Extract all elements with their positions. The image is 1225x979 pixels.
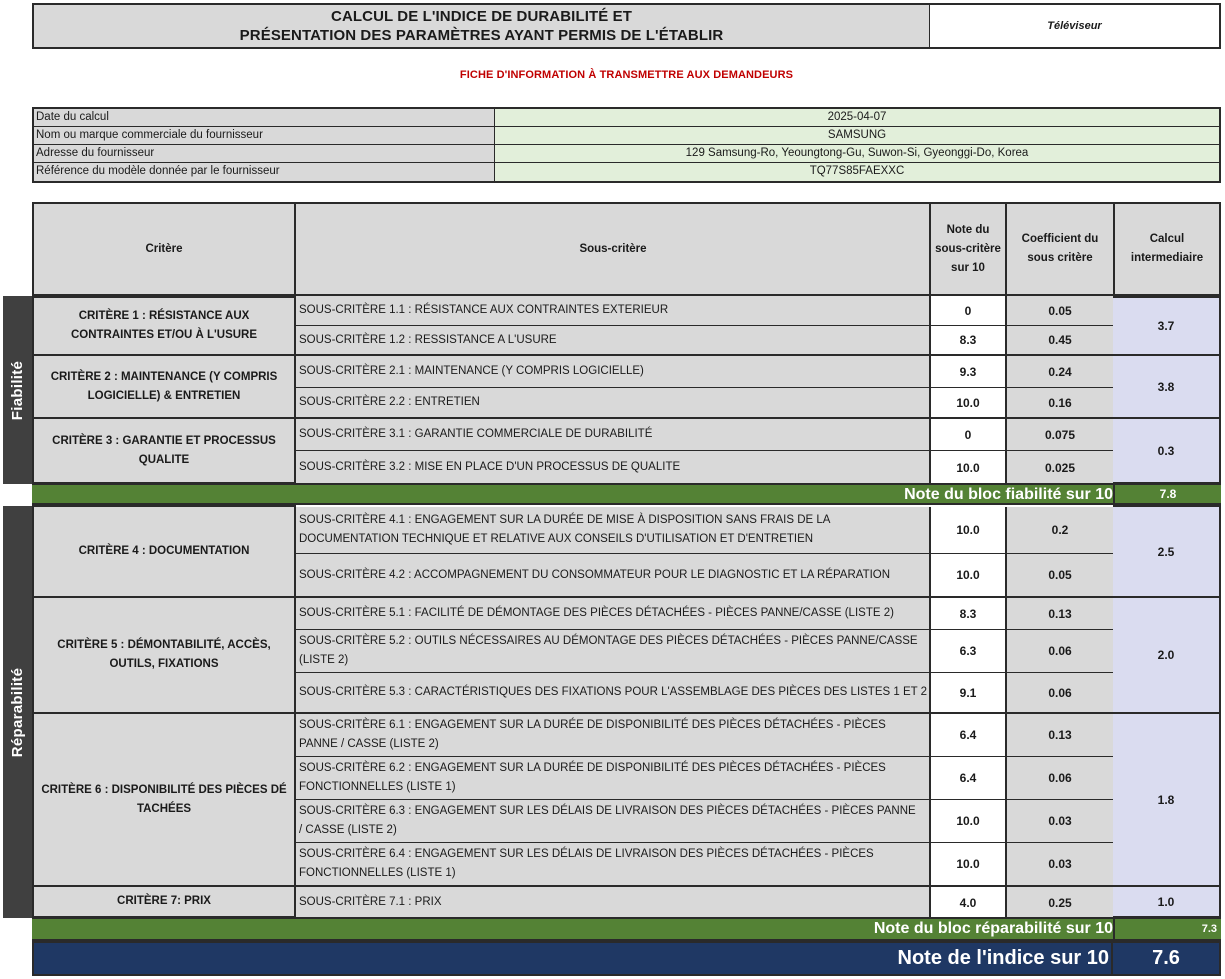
document-header — [32, 3, 1221, 49]
subcriterion-label: SOUS-CRITÈRE 6.4 : ENGAGEMENT SUR LES DÉLAIS DE LIVRAISON DES PIÈCES DÉTACHÉES - PIÈCES — [299, 848, 874, 860]
info-label: Date du calcul — [34, 109, 495, 126]
criterion-label: QUALITE — [138, 453, 190, 466]
note-5-2: 6.3 — [929, 630, 1007, 673]
subcriterion-label: / CASSE (LISTE 2) — [299, 824, 397, 836]
note-5-3: 9.1 — [929, 673, 1007, 714]
column-header-label: Note du — [946, 223, 990, 236]
coef-1-1: 0.05 — [1007, 296, 1115, 326]
criterion-label: CRITÈRE 6 : DISPONIBILITÉ DES PIÈCES DÉ — [41, 783, 287, 796]
info-value: SAMSUNG — [495, 127, 1219, 144]
subcriterion-2-2 — [296, 388, 931, 419]
note-4-2: 10.0 — [929, 554, 1007, 598]
column-header-note — [929, 202, 1007, 296]
info-label: Nom ou marque commerciale du fournisseur — [34, 127, 495, 144]
subcriterion-6-3 — [296, 800, 931, 843]
subcriterion-label: SOUS-CRITÈRE 6.2 : ENGAGEMENT SUR LA DURÉE DE DISPONIBILITÉ DES PIÈCES DÉTACHÉES - PIÈCES — [299, 762, 886, 774]
subcriterion-label: SOUS-CRITÈRE 3.2 : MISE EN PLACE D'UN PROCESSUS DE QUALITE — [299, 461, 681, 473]
subcriterion-5-3 — [296, 673, 931, 714]
calc-2: 3.8 — [1113, 354, 1221, 419]
info-value: 2025-04-07 — [495, 109, 1219, 126]
side-label-text: Réparabilité — [9, 667, 26, 757]
coef-5-2: 0.06 — [1007, 630, 1115, 673]
column-header-label: Coefficient du — [1021, 233, 1099, 245]
calc-1: 3.7 — [1113, 296, 1221, 356]
subcriterion-label: DOCUMENTATION TECHNIQUE ET RELATIVE AUX CONSEILS D'UTILISATION ET D'ENTRETIEN — [299, 533, 814, 545]
side-label-text: Fiabilité — [9, 360, 26, 420]
coef-1-2: 0.45 — [1007, 326, 1115, 356]
column-header-sous-critere — [294, 202, 932, 296]
subcriterion-6-1 — [296, 714, 931, 757]
subcriterion-1-2 — [296, 326, 931, 356]
note-3-2: 10.0 — [929, 451, 1007, 484]
block-reparabilite-row — [32, 917, 1221, 941]
subcriterion-label: SOUS-CRITÈRE 7.1 : PRIX — [299, 896, 442, 908]
criterion-label: CRITÈRE 1 : RÉSISTANCE AUX — [78, 310, 250, 322]
column-header-label: sur 10 — [951, 261, 985, 274]
subcriterion-6-2 — [296, 757, 931, 800]
subcriterion-4-2 — [296, 554, 931, 598]
subcriterion-1-1 — [296, 296, 931, 326]
calc-5: 2.0 — [1113, 596, 1221, 714]
note-6-1: 6.4 — [929, 714, 1007, 757]
coef-4-1: 0.2 — [1007, 507, 1115, 554]
info-value: 129 Samsung-Ro, Yeoungtong-Gu, Suwon-Si, Gyeonggi-Do, Korea — [495, 145, 1219, 162]
product-type: Téléviseur — [930, 5, 1219, 47]
info-label: Référence du modèle donnée par le fournisseur — [34, 163, 495, 181]
subtitle: FICHE D'INFORMATION À TRANSMETTRE AUX DEMANDEURS — [459, 69, 794, 81]
calc-7: 1.0 — [1113, 885, 1221, 918]
note-6-4: 10.0 — [929, 843, 1007, 887]
column-header-label: Sous-critère — [579, 242, 647, 255]
note-6-3: 10.0 — [929, 800, 1007, 843]
side-label-reparabilite — [3, 506, 32, 918]
block-fiabilite-value: 7.8 — [1113, 485, 1221, 503]
info-row-model — [34, 163, 1219, 181]
coef-5-1: 0.13 — [1007, 598, 1115, 630]
side-label-fiabilite — [3, 296, 32, 484]
info-row-date — [34, 109, 1219, 127]
note-2-1: 9.3 — [929, 356, 1007, 388]
subcriterion-label: SOUS-CRITÈRE 2.2 : ENTRETIEN — [299, 396, 480, 408]
block-reparabilite-label: Note du bloc réparabilité sur 10 — [873, 920, 1113, 937]
calc-6: 1.8 — [1113, 712, 1221, 887]
info-value: TQ77S85FAEXXC — [495, 163, 1219, 181]
subcriterion-label: SOUS-CRITÈRE 1.2 : RESSISTANCE A L'USURE — [299, 333, 557, 346]
subcriterion-label: SOUS-CRITÈRE 5.2 : OUTILS NÉCESSAIRES AU DÉMONTAGE DES PIÈCES DÉTACHÉES - PIÈCES PANNE/CASSE — [299, 635, 918, 647]
criterion-2 — [32, 354, 296, 419]
coef-4-2: 0.05 — [1007, 554, 1115, 598]
final-index-label: Note de l'indice sur 10 — [897, 947, 1109, 969]
criterion-6 — [32, 712, 296, 887]
subcriterion-label: SOUS-CRITÈRE 4.1 : ENGAGEMENT SUR LA DURÉE DE MISE À DISPOSITION SANS FRAIS DE LA — [299, 514, 831, 526]
subcriterion-label: SOUS-CRITÈRE 1.1 : RÉSISTANCE AUX CONTRAINTES EXTERIEUR — [299, 304, 669, 316]
column-header-label: Critère — [145, 242, 183, 255]
subcriterion-label: SOUS-CRITÈRE 2.1 : MAINTENANCE (Y COMPRIS LOGICIELLE) — [299, 365, 644, 377]
info-row-brand — [34, 127, 1219, 145]
column-header-critere — [32, 202, 296, 296]
coef-2-1: 0.24 — [1007, 356, 1115, 388]
note-2-2: 10.0 — [929, 388, 1007, 419]
subcriterion-5-2 — [296, 630, 931, 673]
criterion-4 — [32, 505, 296, 598]
column-header-label: sous-critère — [935, 242, 1001, 255]
block-reparabilite-value: 7.3 — [1113, 919, 1221, 939]
info-table — [32, 107, 1221, 183]
subcriterion-3-1 — [296, 419, 931, 451]
criterion-label: CRITÈRE 5 : DÉMONTABILITÉ, ACCÈS, — [57, 639, 271, 651]
criterion-1 — [32, 296, 296, 356]
column-header-label: sous critère — [1027, 252, 1093, 264]
note-6-2: 6.4 — [929, 757, 1007, 800]
subcriterion-4-1 — [296, 507, 931, 554]
criterion-label: LOGICIELLE) & ENTRETIEN — [87, 389, 241, 402]
subcriterion-label: SOUS-CRITÈRE 4.2 : ACCOMPAGNEMENT DU CONSOMMATEUR POUR LE DIAGNOSTIC ET LA RÉPARATION — [299, 568, 891, 581]
subcriterion-2-1 — [296, 356, 931, 388]
final-index-row — [32, 941, 1221, 976]
coef-5-3: 0.06 — [1007, 673, 1115, 714]
subcriterion-6-4 — [296, 843, 931, 887]
column-header-label: Calcul — [1149, 233, 1185, 245]
coef-3-1: 0.075 — [1007, 419, 1115, 451]
coef-7-1: 0.25 — [1007, 887, 1115, 918]
column-header-coefficient — [1005, 202, 1115, 296]
criterion-label: TACHÉES — [136, 802, 192, 815]
note-5-1: 8.3 — [929, 598, 1007, 630]
criterion-7 — [32, 885, 296, 918]
title-line-1: CALCUL DE L'INDICE DE DURABILITÉ ET — [331, 8, 632, 25]
criterion-label: CRITÈRE 7: PRIX — [117, 895, 211, 907]
block-fiabilite-label: Note du bloc fiabilité sur 10 — [904, 486, 1113, 503]
note-1-1: 0 — [929, 296, 1007, 326]
subcriterion-label: SOUS-CRITÈRE 3.1 : GARANTIE COMMERCIALE DE DURABILITÉ — [299, 428, 653, 440]
info-label: Adresse du fournisseur — [34, 145, 495, 162]
subcriterion-3-2 — [296, 451, 931, 484]
info-row-address — [34, 145, 1219, 163]
subcriterion-label: SOUS-CRITÈRE 6.1 : ENGAGEMENT SUR LA DURÉE DE DISPONIBILITÉ DES PIÈCES DÉTACHÉES - PIÈCES — [299, 719, 886, 731]
criterion-label: CRITÈRE 2 : MAINTENANCE (Y COMPRIS — [50, 370, 278, 383]
column-header-label: intermediaire — [1130, 252, 1204, 264]
subcriterion-label: SOUS-CRITÈRE 5.1 : FACILITÉ DE DÉMONTAGE DES PIÈCES DÉTACHÉES - PIÈCES PANNE/CASSE (LISTE 2) — [299, 607, 894, 619]
criterion-label: CRITÈRE 4 : DOCUMENTATION — [78, 545, 250, 557]
coef-6-1: 0.13 — [1007, 714, 1115, 757]
criterion-label: CONTRAINTES ET/OU À L'USURE — [70, 329, 258, 341]
calc-4: 2.5 — [1113, 505, 1221, 598]
coef-3-2: 0.025 — [1007, 451, 1115, 484]
subcriterion-label: FONCTIONNELLES (LISTE 1) — [299, 781, 456, 793]
note-4-1: 10.0 — [929, 507, 1007, 554]
criterion-3 — [32, 417, 296, 484]
coef-2-2: 0.16 — [1007, 388, 1115, 419]
block-fiabilite-row — [32, 483, 1221, 505]
subcriterion-5-1 — [296, 598, 931, 630]
subcriterion-label: PANNE / CASSE (LISTE 2) — [299, 738, 439, 750]
criterion-5 — [32, 596, 296, 714]
criterion-label: CRITÈRE 3 : GARANTIE ET PROCESSUS — [52, 434, 276, 447]
subcriterion-label: FONCTIONNELLES (LISTE 1) — [299, 867, 456, 879]
title-line-2: PRÉSENTATION DES PARAMÈTRES AYANT PERMIS DE L'ÉTABLIR — [239, 27, 724, 44]
subcriterion-label: (LISTE 2) — [299, 654, 349, 666]
final-index-value: 7.6 — [1111, 943, 1219, 974]
subcriterion-label: SOUS-CRITÈRE 5.3 : CARACTÉRISTIQUES DES FIXATIONS POUR L'ASSEMBLAGE DES PIÈCES DES LISTES 1 ET 2 — [299, 686, 928, 698]
note-3-1: 0 — [929, 419, 1007, 451]
calc-3: 0.3 — [1113, 417, 1221, 484]
subcriterion-label: SOUS-CRITÈRE 6.3 : ENGAGEMENT SUR LES DÉLAIS DE LIVRAISON DES PIÈCES DÉTACHÉES - PIÈCES PANNE — [299, 805, 916, 817]
coef-6-3: 0.03 — [1007, 800, 1115, 843]
document-title — [34, 5, 930, 47]
coef-6-2: 0.06 — [1007, 757, 1115, 800]
column-header-calcul — [1113, 202, 1221, 296]
note-1-2: 8.3 — [929, 326, 1007, 356]
criterion-label: OUTILS, FIXATIONS — [109, 658, 219, 670]
note-7-1: 4.0 — [929, 887, 1007, 918]
coef-6-4: 0.03 — [1007, 843, 1115, 887]
subcriterion-7-1 — [296, 887, 931, 918]
